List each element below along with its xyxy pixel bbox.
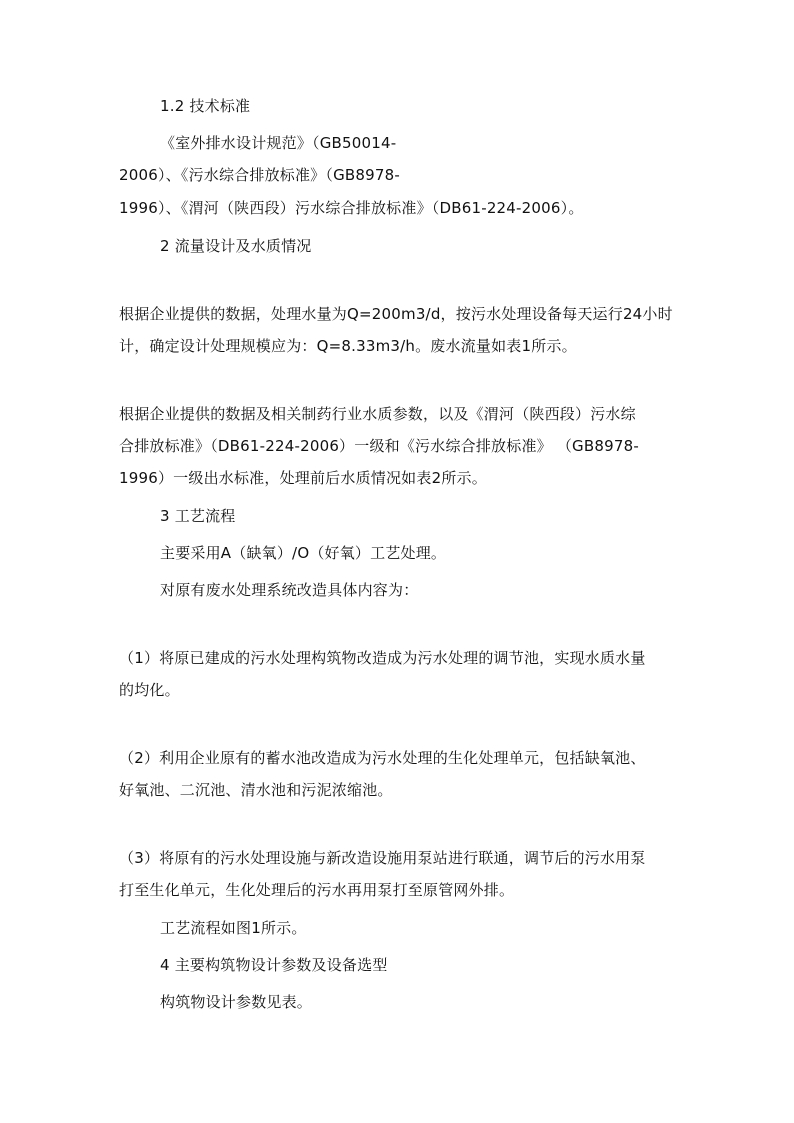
section-heading-2: 2 流量设计及水质情况 (160, 237, 312, 255)
list-item-line: 的均化。 (119, 681, 180, 699)
paragraph-line: 根据企业提供的数据，处理水量为Q=200m3/d，按污水处理设备每天运行24小时 (119, 305, 673, 323)
list-item-line: 好氧池、二沉池、清水池和污泥浓缩池。 (119, 781, 393, 799)
paragraph-line: 2006）、《污水综合排放标准》（GB8978- (119, 166, 400, 184)
paragraph-line: 对原有废水处理系统改造具体内容为： (160, 581, 419, 599)
list-item-line: （1）将原已建成的污水处理构筑物改造成为污水处理的调节池，实现水质水量 (119, 649, 646, 667)
paragraph-line: 工艺流程如图1所示。 (160, 919, 307, 937)
paragraph-line: 《室外排水设计规范》（GB50014- (160, 134, 397, 152)
list-item-line: （3）将原有的污水处理设施与新改造设施用泵站进行联通，调节后的污水用泵 (119, 849, 646, 867)
paragraph-line: 根据企业提供的数据及相关制药行业水质参数，以及《渭河（陕西段）污水综 (119, 405, 636, 423)
section-heading-4: 4 主要构筑物设计参数及设备选型 (160, 956, 388, 974)
list-item-line: （2）利用企业原有的蓄水池改造成为污水处理的生化处理单元，包括缺氧池、 (119, 749, 646, 767)
section-heading-3: 3 工艺流程 (160, 507, 236, 525)
paragraph-line: 1996）、《渭河（陕西段）污水综合排放标准》（DB61-224-2006）。 (119, 199, 584, 217)
list-item-line: 打至生化单元，生化处理后的污水再用泵打至原管网外排。 (119, 881, 515, 899)
paragraph-line: 合排放标准》（DB61-224-2006）一级和《污水综合排放标准》 （GB8978- (119, 437, 639, 455)
paragraph-line: 1996）一级出水标准，处理前后水质情况如表2所示。 (119, 469, 487, 487)
paragraph-line: 主要采用A（缺氧）/O（好氧）工艺处理。 (160, 544, 447, 562)
paragraph-line: 构筑物设计参数见表。 (160, 993, 313, 1011)
section-heading-1-2: 1.2 技术标准 (160, 97, 251, 115)
paragraph-line: 计，确定设计处理规模应为：Q=8.33m3/h。废水流量如表1所示。 (119, 337, 577, 355)
